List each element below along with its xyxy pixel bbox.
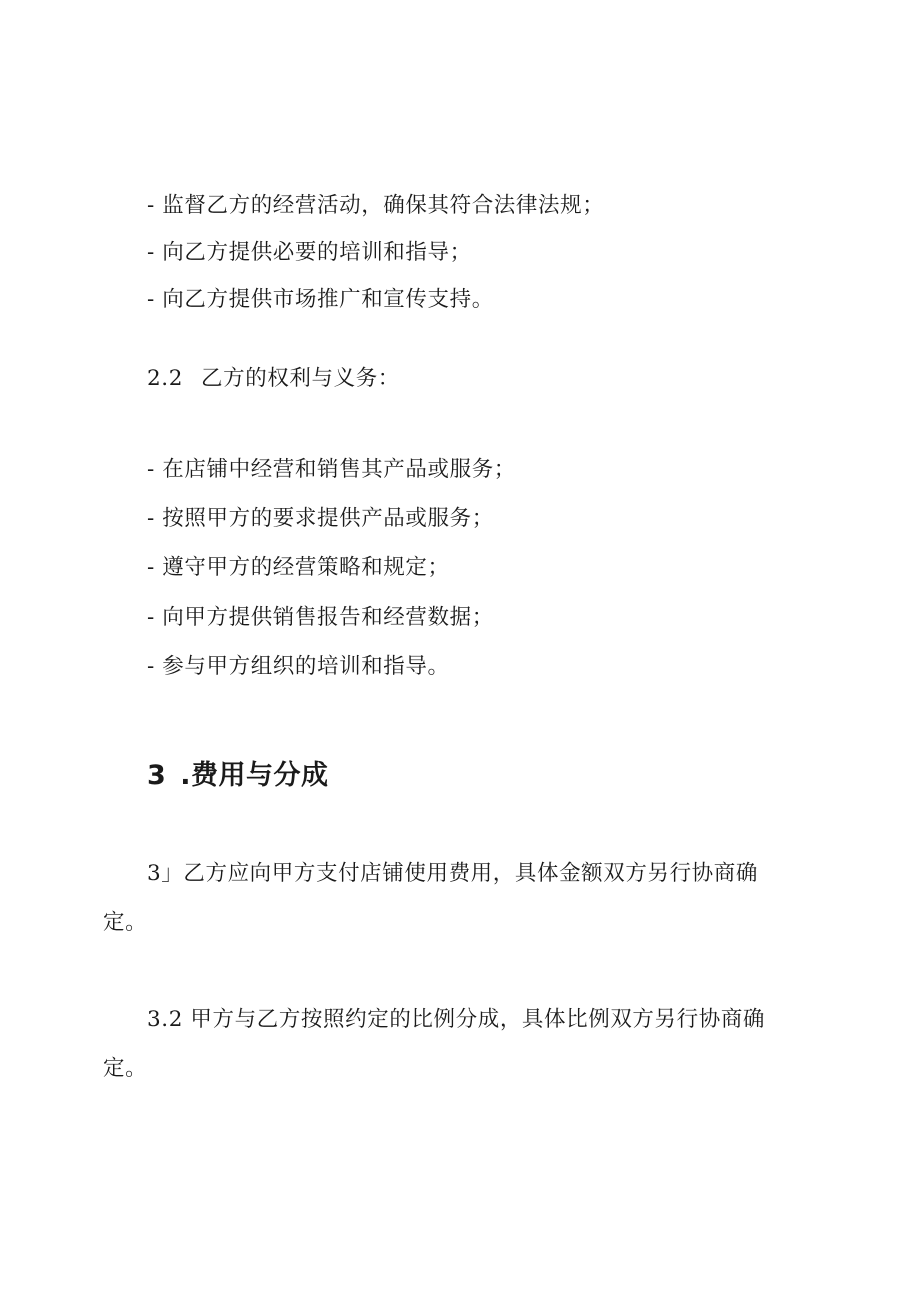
bullet-item: - 监督乙方的经营活动，确保其符合法律法规； bbox=[147, 193, 605, 218]
bullet-item: - 向甲方提供销售报告和经营数据； bbox=[147, 605, 494, 630]
subsection-number: 2.2 bbox=[147, 366, 183, 391]
section-heading-number: 3 bbox=[147, 760, 167, 791]
bullet-item: - 在店铺中经营和销售其产品或服务； bbox=[147, 457, 516, 482]
subsection-title: 乙方的权利与义务： bbox=[201, 366, 400, 391]
clause-text: 3.2 甲方与乙方按照约定的比例分成，具体比例双方另行协商确 bbox=[147, 1007, 766, 1032]
subsection-heading bbox=[147, 364, 400, 394]
clause-text: 3」乙方应向甲方支付店铺使用费用，具体金额双方另行协商确 bbox=[147, 861, 758, 886]
section-heading bbox=[147, 758, 329, 794]
bullet-item: - 参与甲方组织的培训和指导。 bbox=[147, 654, 450, 679]
bullet-item: - 向乙方提供必要的培训和指导； bbox=[147, 240, 472, 265]
clause-text: 定。 bbox=[103, 910, 148, 935]
clause-text: 定。 bbox=[103, 1056, 148, 1081]
section-heading-title: .费用与分成 bbox=[180, 760, 329, 791]
bullet-item: - 向乙方提供市场推广和宣传支持。 bbox=[147, 287, 494, 312]
bullet-item: - 遵守甲方的经营策略和规定； bbox=[147, 555, 450, 580]
bullet-item: - 按照甲方的要求提供产品或服务； bbox=[147, 506, 494, 531]
